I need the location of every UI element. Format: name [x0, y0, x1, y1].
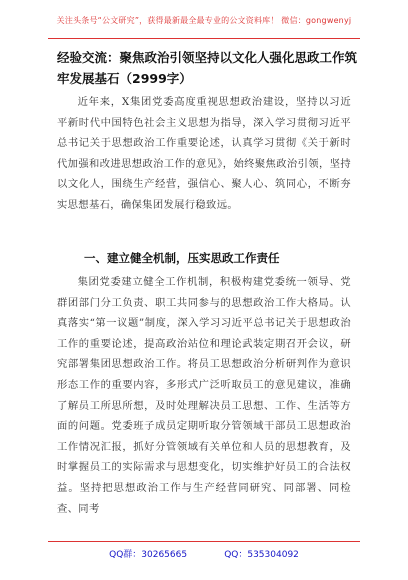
document-title: 经验交流：聚焦政治引领坚持以文化人强化思政工作筑牢发展基石（2999字）	[57, 50, 358, 86]
header-notice: 关注头条号“公文研究”，获得最新最全最专业的公文资料库！ 微信：gongwenyj	[56, 16, 352, 25]
page-footer	[48, 541, 360, 564]
qq-group-link[interactable]: QQ群：30265665	[109, 550, 188, 560]
intro-paragraph: 近年来，X集团党委高度重视思想政治建设，坚持以习近平新时代中国特色社会主义思想为指导，深入学习贯彻习近平总书记关于思想政治工作重要论述，认真学习贯彻《关于新时代加强和改进思想政治工作的意见》，始终聚焦政治引领，坚持以文化人，围绕生产经营，强信心、聚人心、筑同心，不断夯实思想基石，确保集团发展行稳致远。	[57, 96, 351, 211]
qq-contact-link[interactable]: QQ：535304092	[224, 550, 299, 560]
section-heading: 一、建立健全机制，压实思政工作责任	[84, 251, 280, 265]
page-header	[48, 14, 360, 39]
section-paragraph: 集团党委建立健全工作机制，积极构建党委统一领导、党群团部门分工负责、职工共同参与的思想政治工作大格局。认真落实“第一议题”制度，深入学习习近平总书记关于思想政治工作的重要论述，提高政治站位和理论武装定期召开会议，研究部署集团思想政治工作。将员工思想政治分析研判作为意识形态工作的重要内容，多形式广泛听取员工的意见建议，准确了解员工所思所想，及时处理解决员工思想、工作、生活等方面的问题。党委班子成员定期听取分管领域干部员工思想政治工作情况汇报，抓好分管领域有关单位和人员的思想教育，及时掌握员工的实际需求与思想变化，切实维护好员工的合法权益。坚持把思想政治工作与生产经营同研究、同部署、同检查、同考	[57, 276, 351, 515]
